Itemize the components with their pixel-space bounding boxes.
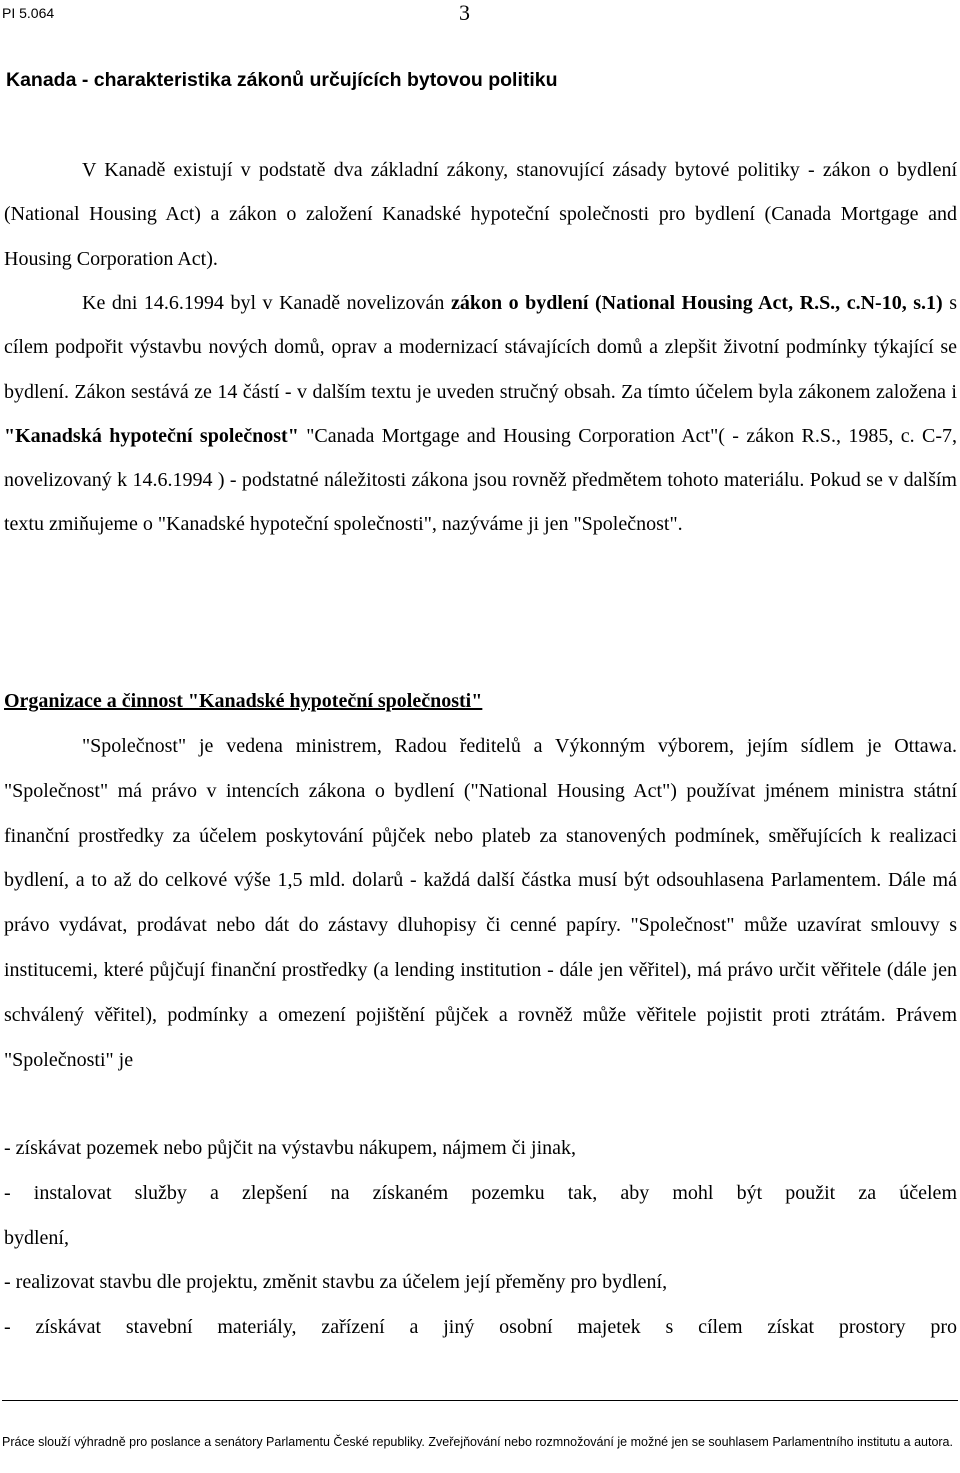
- intro-paragraph-1: V Kanadě existují v podstatě dva základní zákony, stanovující zásady bytové politiky - zákon o bydlení (National Housing Act) a zákon o založení Kanadské hypoteční společnosti pro bydlení (Canada Mortgage and Housing Corporation Act).: [4, 159, 957, 270]
- list-item: - instalovat služby a zlepšení na získaném pozemku tak, aby mohl být použit za účelem: [4, 1181, 957, 1204]
- intro-paragraph-2: [4, 281, 957, 547]
- p2-text-a: Ke dni 14.6.1994 byl v Kanadě novelizován: [82, 292, 451, 314]
- document-reference: PI 5.064: [2, 5, 55, 21]
- p2-company-name: "Kanadská hypoteční společnost": [4, 424, 299, 447]
- p2-text-c: s cílem podpořit výstavbu nových domů, oprav a modernizací stávajících domů a zlepšit životní podmínky týkající se bydlení. Zákon sestává ze 14 částí - v dalším textu je uveden stručný obsah. Za tímto účelem byla zákonem založena i: [4, 292, 957, 403]
- p2-act-name: zákon o bydlení (National Housing Act, R.S., c.N-10, s.1): [450, 292, 943, 314]
- footer-notice: Práce slouží výhradně pro poslance a senátory Parlamentu České republiky. Zveřejňování nebo rozmnožování je možné jen se souhlasem Parlamentního institutu a autora.: [2, 1435, 953, 1449]
- section-paragraph: "Společnost" je vedena ministrem, Radou ředitelů a Výkonným výborem, jejím sídlem je Ottawa. "Společnost" má právo v intencích zákona o bydlení ("National Housing Act") používat jménem ministra státní finanční prostředky za účelem poskytování půjček nebo plateb za stanovených podmínek, směřujících k realizaci bydlení, a to až do celkové výše 1,5 mld. dolarů - každá další částka musí být odsouhlasena Parlamentem. Dále má právo vydávat, prodávat nebo dát do zástavy dluhopisy či cenné papíry. "Společnost" může uzavírat smlouvy s institucemi, které půjčují finanční prostředky (a lending institution - dále jen věřitel), má právo určit věřitele (dále jen schválený věřitel), podmínky a omezení pojištění půjček a rovněž může věřitele pojistit proti ztrátám. Právem "Společnosti" je: [4, 735, 957, 1071]
- list-item: bydlení,: [4, 1226, 69, 1249]
- list-item: - získávat pozemek nebo půjčit na výstavbu nákupem, nájmem či jinak,: [4, 1137, 577, 1159]
- p2-text-e: "Canada Mortgage and Housing Corporation Act"( - zákon R.S., 1985, c. C-7, novelizovaný k 14.6.1994 ) - podstatné náležitosti zákona jsou rovněž předmětem tohoto materiálu. Pokud se v dalším textu zmiňujeme o "Kanadské hypoteční společnosti", nazýváme ji jen "Společnost".: [4, 424, 957, 536]
- footer-divider: [2, 1400, 958, 1401]
- list-item: - získávat stavební materiály, zařízení a jiný osobní majetek s cílem získat prostory pro: [4, 1316, 957, 1339]
- section-heading: Organizace a činnost "Kanadské hypoteční společnosti": [4, 690, 483, 712]
- document-title: Kanada - charakteristika zákonů určujících bytovou politiku: [6, 69, 558, 91]
- list-item: - realizovat stavbu dle projektu, změnit stavbu za účelem její přeměny pro bydlení,: [4, 1271, 668, 1294]
- page-number: 3: [459, 0, 470, 25]
- rights-list: [4, 1126, 957, 1350]
